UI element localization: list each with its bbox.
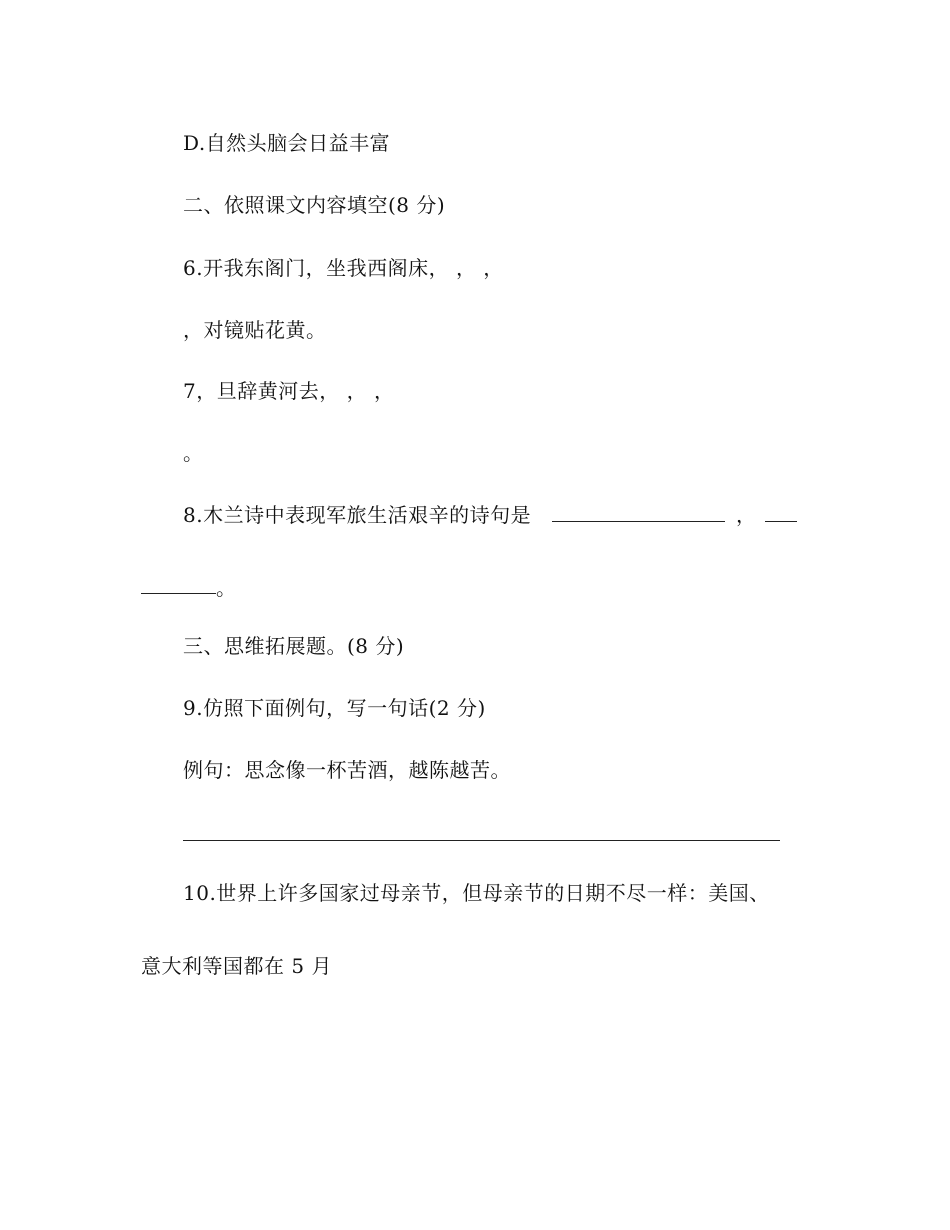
question-6-line-1: 6.开我东阁门，坐我西阁床， ， ， (183, 256, 504, 280)
question-6-line-2: ，对镜贴花黄。 (183, 318, 327, 342)
option-d-line: D.自然头脑会日益丰富 (183, 131, 391, 155)
question-7-line-2: 。 (183, 441, 204, 465)
question-8-comma: ， (736, 503, 757, 527)
question-8-line-1: 8.木兰诗中表现军旅生活艰辛的诗句是 (183, 503, 532, 527)
question-7-line-1: 7，旦辞黄河去， ， ， (183, 379, 395, 403)
answer-blank-8b-start (765, 521, 797, 522)
answer-blank-8a (552, 521, 725, 522)
question-10-line-1: 10.世界上许多国家过母亲节，但母亲节的日期不尽一样：美国、 (183, 881, 770, 905)
example-sentence-line: 例句：思念像一杯苦酒，越陈越苦。 (183, 758, 511, 782)
section-three-heading: 三、思维拓展题。(8 分) (183, 634, 405, 658)
answer-line-9 (183, 840, 780, 841)
section-two-heading: 二、依照课文内容填空(8 分) (183, 193, 446, 217)
question-10-line-2: 意大利等国都在 5 月 (141, 954, 332, 978)
question-9-line: 9.仿照下面例句，写一句话(2 分) (183, 696, 486, 720)
question-8-period: 。 (216, 576, 237, 600)
answer-blank-8b-end (141, 593, 216, 594)
